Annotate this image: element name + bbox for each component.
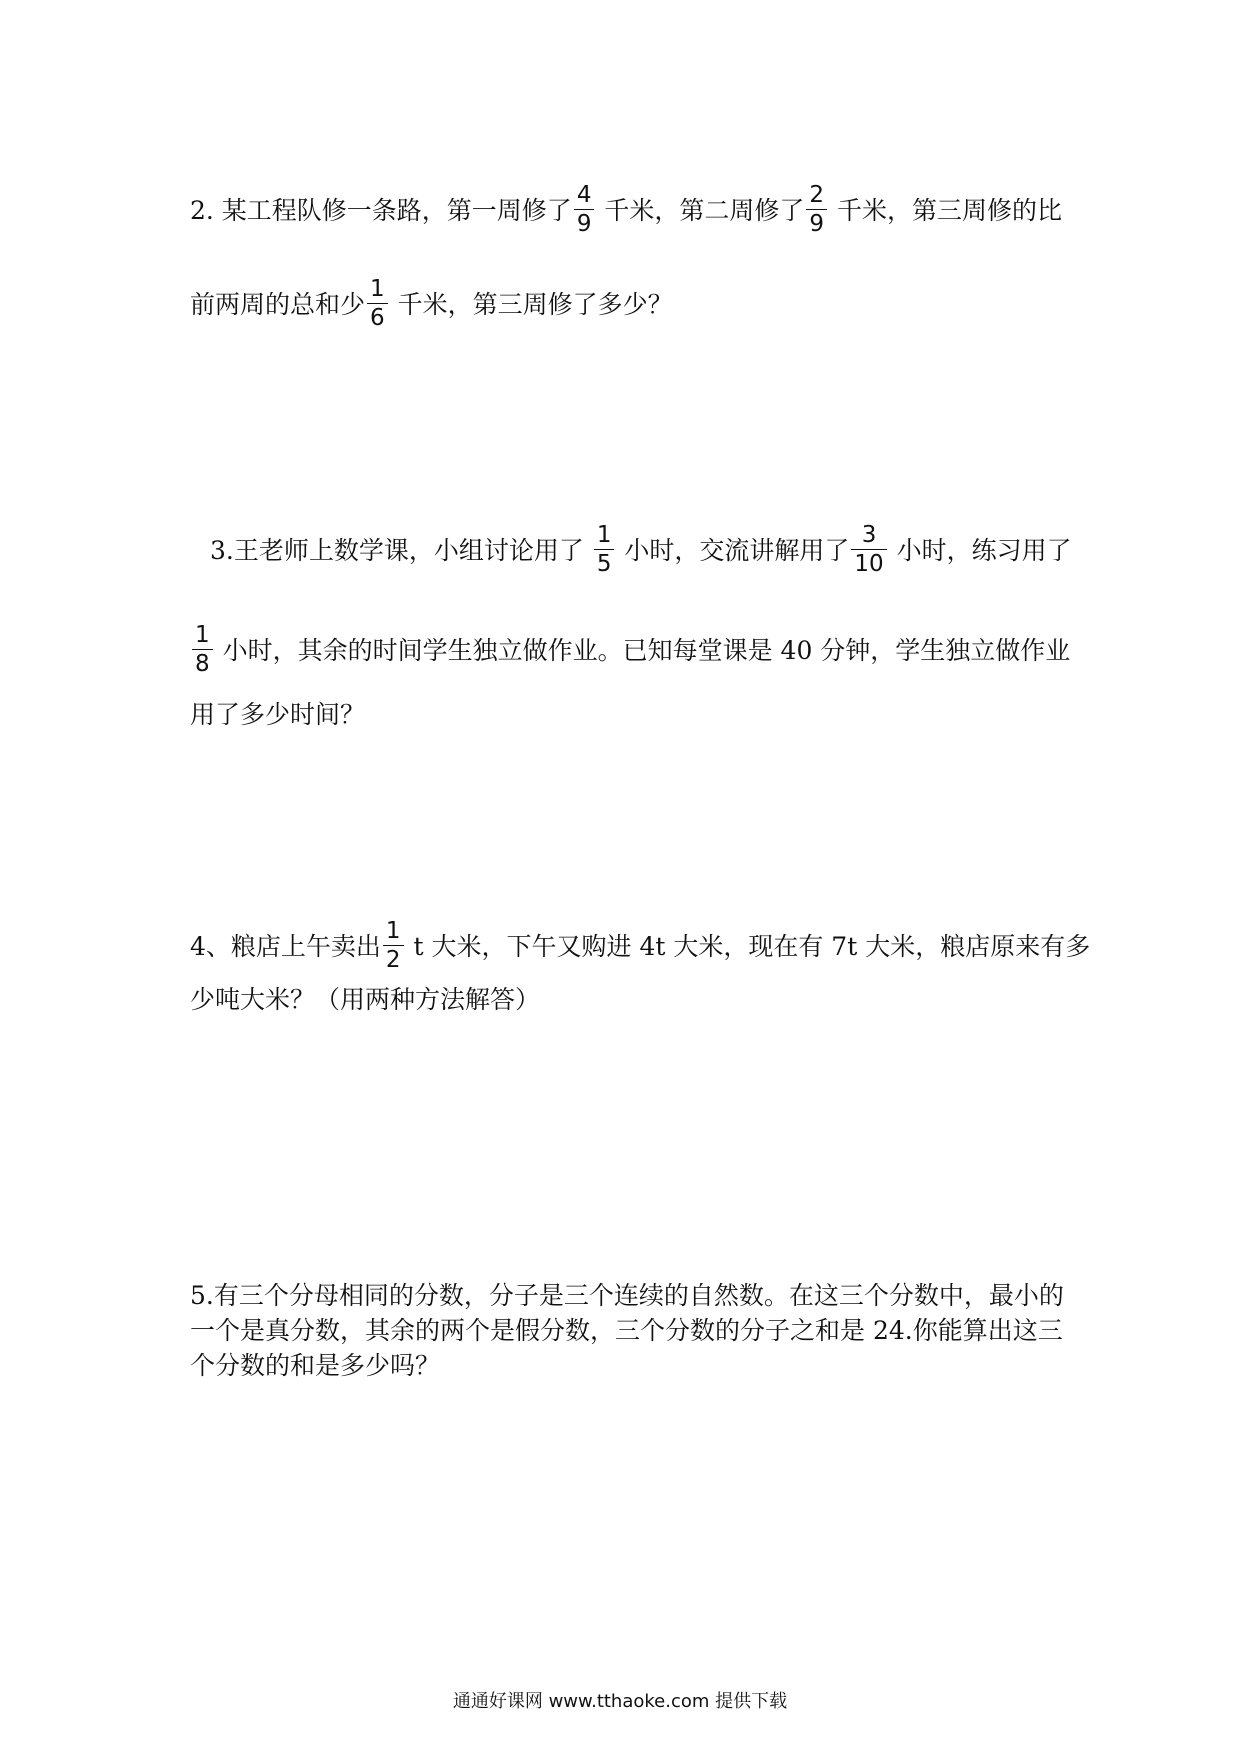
q3-fraction-3: $\frac{1}{8}$	[192, 623, 213, 676]
q3-text-b: 小时，交流讲解用了	[616, 536, 850, 565]
q2-text-e: 千米，第三周修了多少？	[389, 290, 673, 319]
q2-text-a: 2. 某工程队修一条路，第一周修了	[190, 196, 572, 225]
question-5-line-2	[190, 1314, 1063, 1348]
q3-fraction-2: $\frac{3}{10}$	[851, 523, 886, 576]
q2-text-c: 千米，第三周修的比	[829, 196, 1062, 225]
question-3-line-2	[190, 622, 1071, 679]
question-2-line-1	[190, 182, 1062, 239]
q2-text-d: 前两周的总和少	[190, 290, 366, 319]
question-2-line-2	[190, 276, 673, 333]
q4-fraction-1: $\frac{1}{2}$	[383, 919, 404, 972]
q3-text-c: 小时，练习用了	[888, 536, 1072, 565]
q3-text-a: 3.王老师上数学课，小组讨论用了	[210, 536, 592, 565]
q3-text-d: 小时，其余的时间学生独立做作业。已知每堂课是 40 分钟，学生独立做作业	[214, 636, 1071, 665]
question-3-line-1	[210, 522, 1072, 579]
q3-fraction-1: $\frac{1}{5}$	[594, 523, 615, 576]
q4-text-c: 少吨大米？（用两种方法解答）	[190, 985, 541, 1014]
question-4-line-1	[190, 918, 1091, 975]
question-5-line-1	[190, 1279, 1064, 1313]
q2-fraction-1: $\frac{4}{9}$	[574, 183, 595, 236]
q5-text-c: 个分数的和是多少吗？	[190, 1351, 441, 1380]
question-3-line-3	[190, 698, 365, 732]
q5-text-a: 5.有三个分母相同的分数，分子是三个连续的自然数。在这三个分数中，最小的	[190, 1281, 1064, 1310]
footer-source: 通通好课网 www.tthaoke.com 提供下载	[452, 1691, 788, 1712]
q2-fraction-3: $\frac{1}{6}$	[367, 277, 388, 330]
q4-text-b: t 大米，下午又购进 4t 大米，现在有 7t 大米，粮店原来有多	[405, 932, 1091, 961]
q2-fraction-2: $\frac{2}{9}$	[806, 183, 827, 236]
question-4-line-2	[190, 983, 540, 1017]
question-5-line-3	[190, 1349, 440, 1383]
q5-text-b: 一个是真分数，其余的两个是假分数，三个分数的分子之和是 24.你能算出这三	[190, 1316, 1063, 1345]
q2-text-b: 千米，第二周修了	[596, 196, 805, 225]
q3-text-e: 用了多少时间？	[190, 700, 366, 729]
q4-text-a: 4、粮店上午卖出	[190, 932, 381, 961]
